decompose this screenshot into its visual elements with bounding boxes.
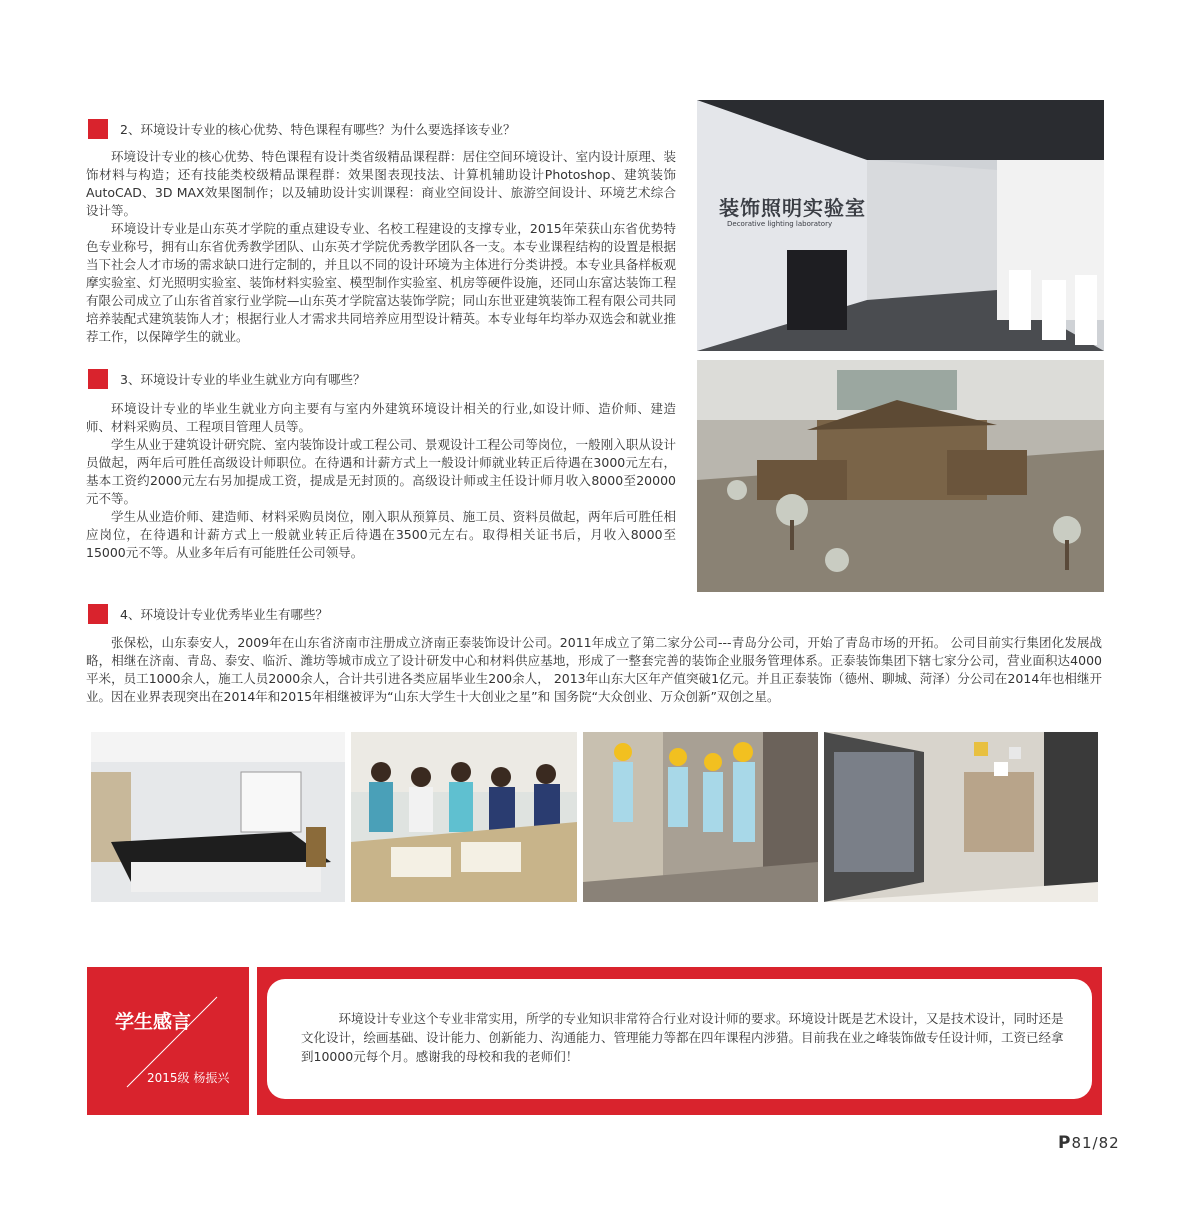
section-3-heading xyxy=(88,369,365,389)
red-square-marker xyxy=(88,119,108,139)
section-2-body xyxy=(86,148,676,346)
section-3-body xyxy=(86,400,676,562)
paragraph: 环境设计专业的毕业生就业方向主要有与室内外建筑环境设计相关的行业,如设计师、造价师、建造师、材料采购员、工程项目管理人员等。 xyxy=(86,401,676,434)
section-title: 4、环境设计专业优秀毕业生有哪些？ xyxy=(120,607,328,622)
page-count: 81/82 xyxy=(1071,1134,1120,1152)
lighting-lab-photo xyxy=(697,100,1104,351)
testimonial-author: 2015级 杨振兴 xyxy=(147,1071,230,1085)
diagonal-line-decoration xyxy=(87,967,249,1115)
section-title: 2、环境设计专业的核心优势、特色课程有哪些？为什么要选择该专业？ xyxy=(120,122,516,137)
testimonial-box xyxy=(257,967,1102,1115)
paragraph: 环境设计专业是山东英才学院的重点建设专业、名校工程建设的支撑专业，2015年荣获山东省优势特色专业称号，拥有山东省优秀教学团队、山东英才学院优秀教学团队各一支。本专业课程结构的设置是根据当下社会人才市场的需求缺口进行定制的，并且以不同的设计环境为主体进行分类讲授。本专业具备样板观摩实验室、灯光照明实验室、装饰材料实验室、模型制作实验室、机房等硬件设施，还同山东富达装饰工程有限公司成立了山东省首家行业学院—山东英才学院富达装饰学院；同山东世亚建筑装饰工程有限公司共同培养装配式建筑装饰人才；根据行业人才需求共同培养应用型设计精英。本专业每年均举办双选会和就业推荐工作，以保障学生的就业。 xyxy=(86,221,676,344)
architecture-model-photo xyxy=(697,360,1104,592)
page-number xyxy=(1058,1133,1120,1153)
lab-sign-subtext: Decorative lighting laboratory xyxy=(727,220,833,228)
paragraph: 学生从业造价师、建造师、材料采购员岗位，刚入职从预算员、施工员、资料员做起，两年后可胜任相应岗位，在待遇和计薪方式上一般就业转正后待遇在3500元左右。取得相关证书后，月收入8000至15000元不等。从业多年后有可能胜任公司领导。 xyxy=(86,509,676,560)
classroom-photo xyxy=(91,732,345,902)
section-2-heading xyxy=(88,119,515,139)
lab-sign-text: 装饰照明实验室 xyxy=(719,196,866,220)
students-working-photo xyxy=(351,732,577,902)
testimonial-text-panel xyxy=(267,979,1092,1099)
testimonial-heading: 学生感言 xyxy=(115,1011,192,1033)
exhibition-hall-photo xyxy=(824,732,1098,902)
testimonial-text: 环境设计专业这个专业非常实用，所学的专业知识非常符合行业对设计师的要求。环境设计既是艺术设计，又是技术设计，同时还是文化设计，绘画基础、设计能力、创新能力、沟通能力、管理能力等都在四年课程内涉猎。目前我在业之峰装饰做专任设计师，工资已经拿到10000元每个月。感谢我的母校和我的老师们！ xyxy=(301,1011,1064,1064)
section-4-heading xyxy=(88,604,328,624)
paragraph: 张保松，山东泰安人，2009年在山东省济南市注册成立济南正泰装饰设计公司。2011年成立了第二家分公司---青岛分公司，开始了青岛市场的开拓。 公司目前实行集团化发展战略，相继在济南、青岛、泰安、临沂、潍坊等城市成立了设计研发中心和材料供应基地，形成了一整套完善的装饰企业服务管理体系。正泰装饰集团下辖七家分公司，营业面积达4000平米，员工1000余人，施工人员2000余人，合计共引进各类应届毕业生200余人， 2013年山东大区年产值突破1亿元。并且正泰装饰（德州、聊城、菏泽）分公司在2014年也相继开业。因在业界表现突出在2014年和2015年相继被评为“山东大学生十大创业之星”和 国务院“大众创业、万众创新”双创之星。 xyxy=(86,635,1102,704)
paragraph: 学生从业于建筑设计研究院、室内装饰设计或工程公司、景观设计工程公司等岗位，一般刚入职从设计员做起，两年后可胜任高级设计师职位。在待遇和计薪方式上一般设计师就业转正后待遇在3000元左右，基本工资约2000元左右另加提成工资，提成是无封顶的。高级设计师或主任设计师月收入8000至20000元不等。 xyxy=(86,437,676,506)
red-square-marker xyxy=(88,369,108,389)
section-title: 3、环境设计专业的毕业生就业方向有哪些？ xyxy=(120,372,366,387)
page-prefix: P xyxy=(1058,1133,1072,1153)
section-4-body xyxy=(86,634,1102,706)
red-square-marker xyxy=(88,604,108,624)
paragraph: 环境设计专业的核心优势、特色课程有设计类省级精品课程群：居住空间环境设计、室内设计原理、装饰材料与构造；还有技能类校级精品课程群：效果图表现技法、计算机辅助设计Photoshop、建筑装饰AutoCAD、3D MAX效果图制作；以及辅助设计实训课程：商业空间设计、旅游空间设计、环境艺术综合设计等。 xyxy=(86,149,676,218)
site-visit-photo xyxy=(583,732,818,902)
testimonial-label-panel xyxy=(87,967,249,1115)
